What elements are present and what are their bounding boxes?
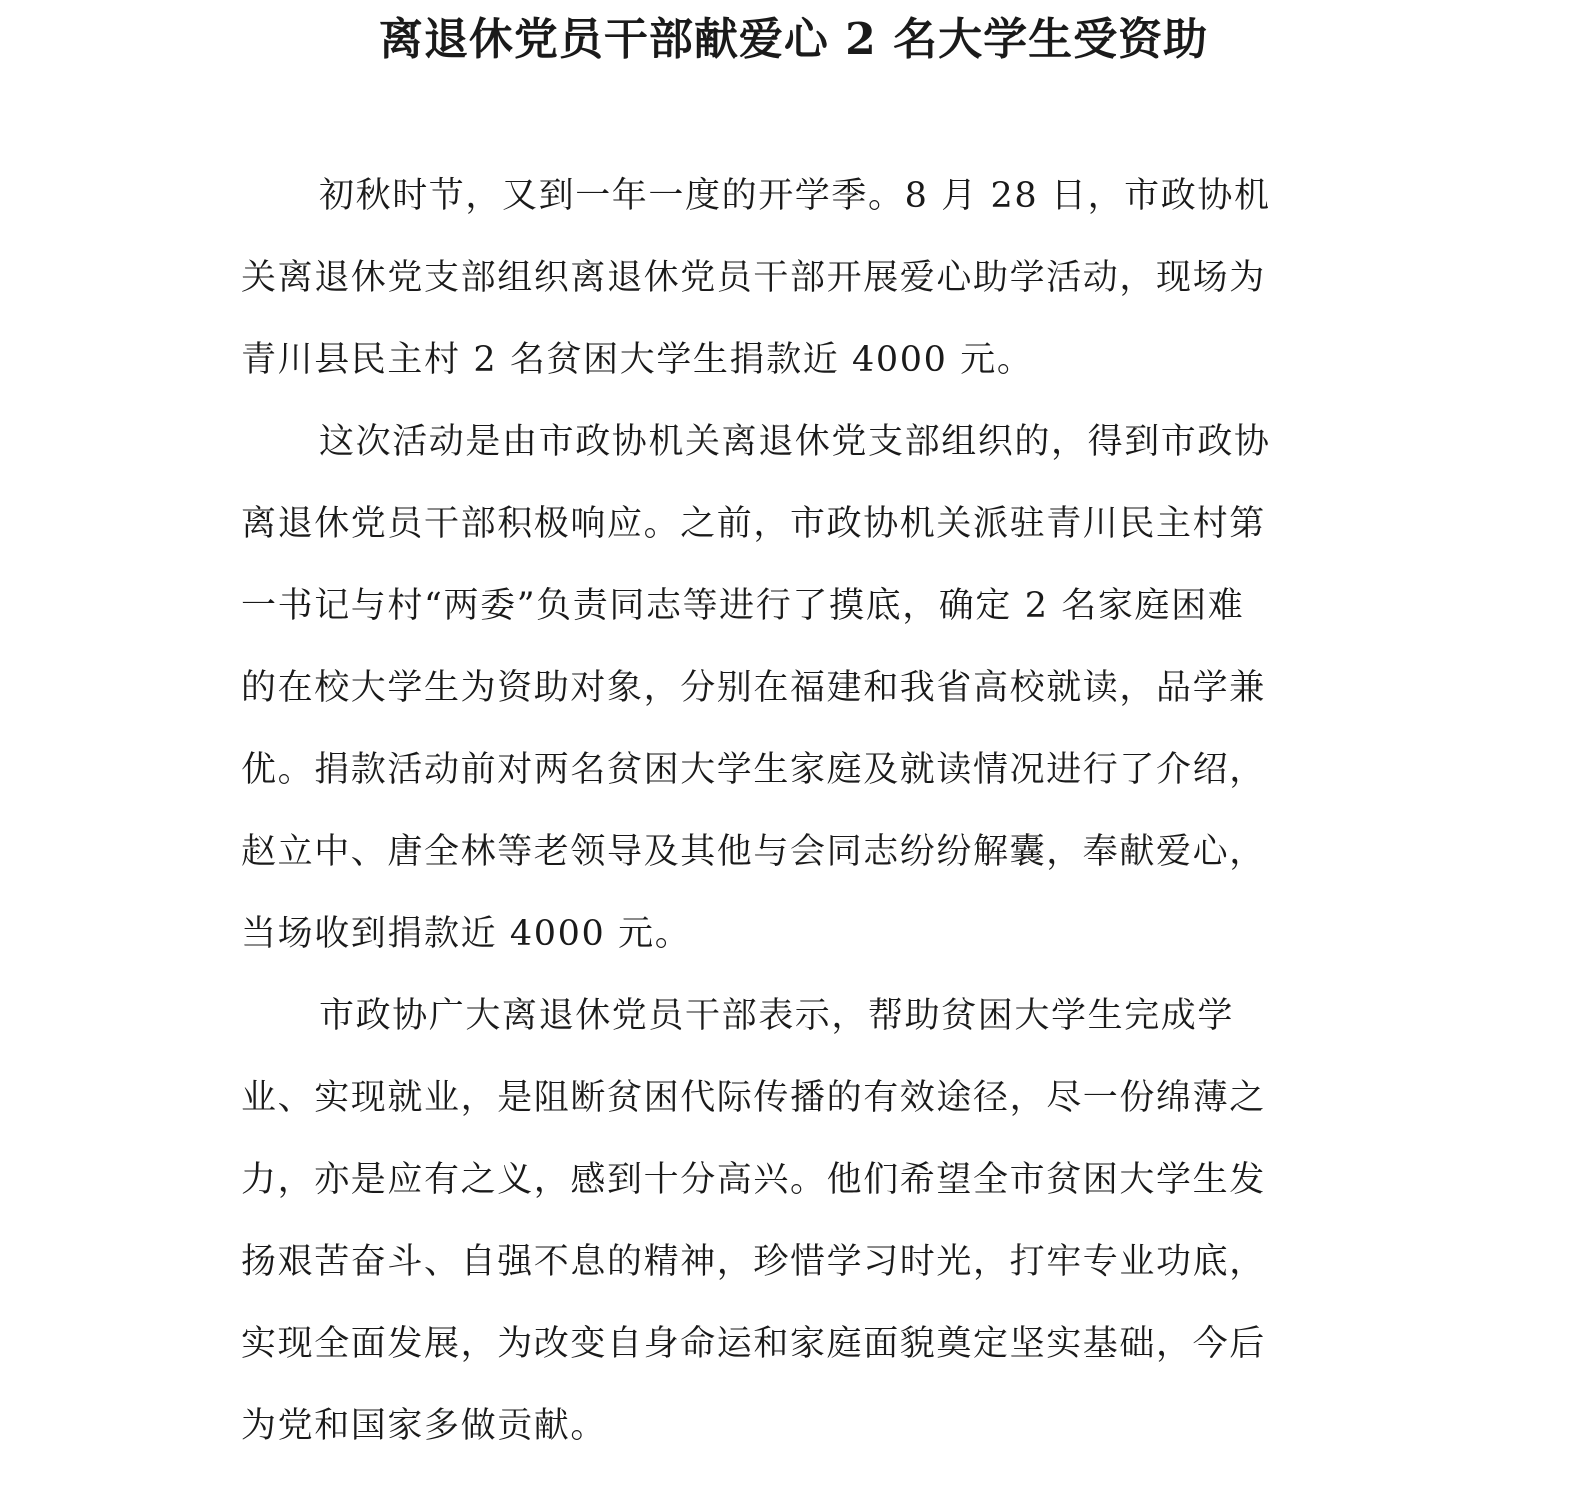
paragraph-line: 优。捐款活动前对两名贫困大学生家庭及就读情况进行了介绍， xyxy=(241,750,1266,790)
paragraph-1 xyxy=(241,155,1341,401)
paragraph-line: 业、实现就业，是阻断贫困代际传播的有效途径，尽一份绵薄之 xyxy=(241,1078,1266,1118)
paragraph-line: 当场收到捐款近 4000 元。 xyxy=(241,914,692,954)
paragraph-2 xyxy=(241,401,1341,975)
paragraph-line: 离退休党员干部积极响应。之前，市政协机关派驻青川民主村第 xyxy=(241,504,1266,544)
paragraph-line: 这次活动是由市政协机关离退休党支部组织的，得到市政协 xyxy=(319,422,1271,462)
paragraph-line: 关离退休党支部组织离退休党员干部开展爱心助学活动，现场为 xyxy=(241,258,1266,298)
paragraph-line: 的在校大学生为资助对象，分别在福建和我省高校就读，品学兼 xyxy=(241,668,1266,708)
paragraph-line: 实现全面发展，为改变自身命运和家庭面貌奠定坚实基础，今后 xyxy=(241,1324,1266,1364)
document-body xyxy=(241,155,1341,1467)
paragraph-3 xyxy=(241,975,1341,1467)
paragraph-line: 赵立中、唐全林等老领导及其他与会同志纷纷解囊，奉献爱心， xyxy=(241,832,1266,872)
document-title: 离退休党员干部献爱心 2 名大学生受资助 xyxy=(378,14,1209,65)
paragraph-line: 为党和国家多做贡献。 xyxy=(241,1406,608,1446)
paragraph-line: 青川县民主村 2 名贫困大学生捐款近 4000 元。 xyxy=(241,340,1034,380)
paragraph-line: 一书记与村“两委”负责同志等进行了摸底，确定 2 名家庭困难 xyxy=(241,586,1245,626)
paragraph-line: 初秋时节，又到一年一度的开学季。8 月 28 日，市政协机 xyxy=(319,176,1271,216)
paragraph-line: 力，亦是应有之义，感到十分高兴。他们希望全市贫困大学生发 xyxy=(241,1160,1266,1200)
paragraph-line: 市政协广大离退休党员干部表示，帮助贫困大学生完成学 xyxy=(319,996,1235,1036)
paragraph-line: 扬艰苦奋斗、自强不息的精神，珍惜学习时光，打牢专业功底， xyxy=(241,1242,1266,1282)
